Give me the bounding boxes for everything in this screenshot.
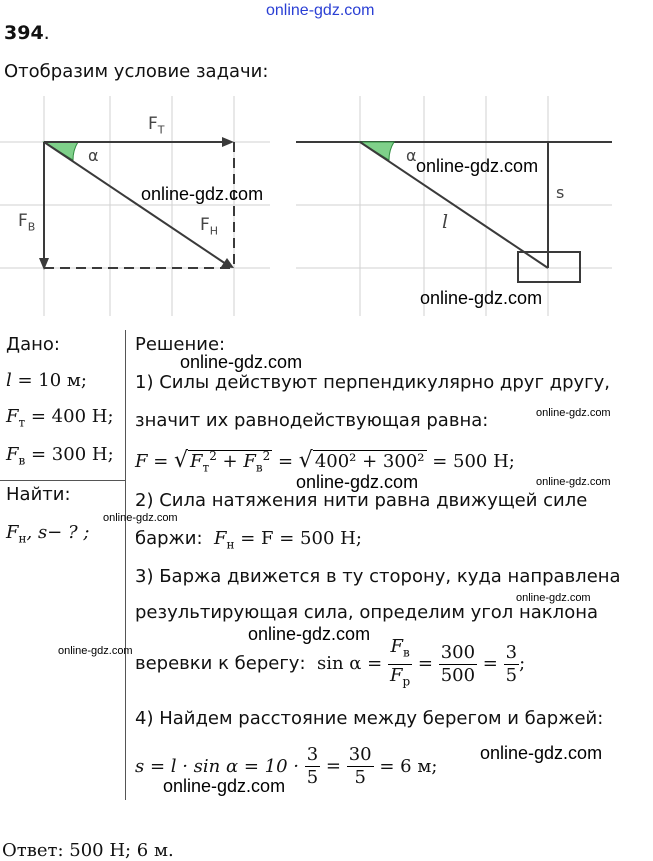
watermark-5: online-gdz.com — [103, 512, 178, 524]
given-divider — [0, 480, 126, 481]
equation-distance: s = l · sin α = 10 · $\frac{3}{5}$ = $\frac{30}{5}$ = 6 м; — [135, 744, 438, 788]
watermark-4: online-gdz.com — [536, 476, 611, 488]
watermark-7: online-gdz.com — [248, 624, 371, 644]
problem-number-period: . — [43, 22, 50, 44]
label-distance: s — [556, 183, 565, 202]
find-values: $F_н$, s− ? ; — [6, 522, 90, 546]
given-length: l = 10 м; — [6, 370, 87, 391]
watermark-10: online-gdz.com — [163, 776, 286, 796]
watermark-fig2: online-gdz.com — [416, 156, 539, 176]
step3-line3: веревки к берегу: sin α = $\frac{F_в}{F_р}$ = $\frac{300}{500}$ = $\frac{3}{5}$ ; — [135, 636, 526, 689]
step3-line2: результирующая сила, определим угол наклона — [135, 602, 598, 623]
step3-line1: 3) Баржа движется в ту сторону, куда направлена — [135, 566, 621, 587]
watermark-8: online-gdz.com — [58, 645, 133, 657]
vertical-divider — [125, 330, 126, 800]
equation-sine: sin α = $\frac{F_в}{F_р}$ = $\frac{300}{500}$ = $\frac{3}{5}$ ; — [317, 636, 526, 689]
step4-line1: 4) Найдем расстояние между берегом и баржей: — [135, 708, 604, 729]
figures — [0, 90, 653, 322]
label-length: l — [442, 211, 449, 233]
problem-number-value: 394 — [4, 22, 44, 44]
watermark-3: online-gdz.com — [296, 472, 419, 492]
find-title: Найти: — [6, 484, 71, 505]
watermark-top: online-gdz.com — [266, 2, 375, 19]
answer: Ответ: 500 Н; 6 м. — [2, 840, 174, 861]
step1-line2: значит их равнодействующая равна: — [135, 410, 489, 431]
step2-line2: баржи: $F_н = F = 500$ Н; — [135, 528, 362, 552]
watermark-fig1: online-gdz.com — [141, 184, 264, 204]
step1-line1: 1) Силы действуют перпендикулярно друг другу, — [135, 372, 610, 393]
given-title: Дано: — [6, 334, 60, 355]
left-grid — [0, 96, 270, 316]
watermark-6: online-gdz.com — [516, 592, 591, 604]
watermark-fig3: online-gdz.com — [420, 288, 543, 308]
given-fb: $F_в = 300$ Н; — [6, 444, 114, 468]
equation-resultant: F = √ $F_т^2 + F_в^2$ = √ 400² + 300² = 500 Н; — [135, 448, 515, 475]
label-ft: $F_T$ — [148, 114, 165, 137]
label-angle-left: α — [88, 146, 99, 165]
label-fn: $F_H$ — [200, 215, 219, 238]
label-fb: $F_B$ — [18, 211, 36, 234]
equation-tension: $F_н = F = 500$ Н; — [214, 528, 362, 552]
solution-title: Решение: — [135, 334, 226, 355]
label-angle-right: α — [406, 146, 417, 165]
problem-number — [4, 22, 50, 44]
watermark-1: online-gdz.com — [180, 352, 303, 372]
watermark-9: online-gdz.com — [480, 743, 603, 763]
watermark-2: online-gdz.com — [536, 407, 611, 419]
intro-text: Отобразим условие задачи: — [4, 61, 269, 82]
step2-line1: 2) Сила натяжения нити равна движущей силе — [135, 490, 588, 511]
given-ft: $F_т = 400$ Н; — [6, 406, 114, 430]
